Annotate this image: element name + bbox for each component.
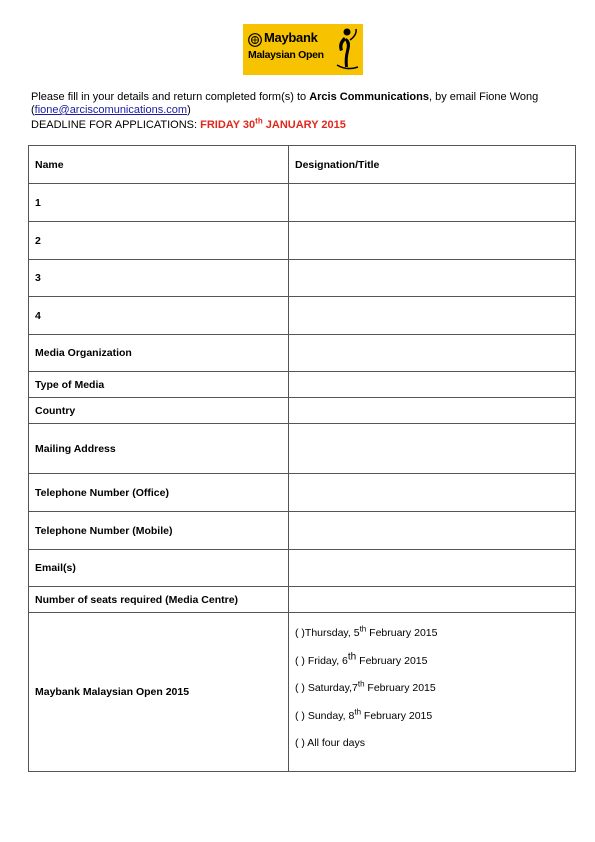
table-row bbox=[29, 372, 576, 398]
email-line bbox=[31, 104, 571, 117]
row-input-cell[interactable] bbox=[289, 297, 576, 335]
table-row bbox=[29, 474, 576, 512]
maybank-malaysian-open-logo bbox=[243, 24, 363, 75]
table-row bbox=[29, 297, 576, 335]
table-row bbox=[29, 550, 576, 587]
row-label: Telephone Number (Office) bbox=[29, 474, 289, 512]
row-label: Number of seats required (Media Centre) bbox=[29, 587, 289, 613]
deadline-ordinal: th bbox=[255, 116, 263, 126]
option-text: ( ) All four days bbox=[295, 737, 366, 749]
option-text: ( ) Friday, 6 bbox=[295, 654, 348, 667]
deadline-month-year: JANUARY 2015 bbox=[262, 119, 346, 131]
event-options bbox=[295, 613, 569, 771]
deadline-label: DEADLINE FOR APPLICATIONS: bbox=[31, 119, 201, 131]
row-label: 2 bbox=[29, 222, 289, 260]
row-label: Email(s) bbox=[29, 550, 289, 587]
row-label: Mailing Address bbox=[29, 424, 289, 474]
row-input-cell[interactable] bbox=[289, 184, 576, 222]
row-input-cell[interactable] bbox=[289, 260, 576, 297]
option-thursday[interactable] bbox=[295, 623, 569, 651]
instructions-line bbox=[31, 91, 571, 104]
deadline-day: FRIDAY 30 bbox=[200, 119, 256, 131]
row-input-cell[interactable] bbox=[289, 372, 576, 398]
table-row bbox=[29, 587, 576, 613]
option-friday[interactable] bbox=[295, 651, 569, 679]
table-row bbox=[29, 512, 576, 550]
row-input-cell[interactable] bbox=[289, 550, 576, 587]
table-row bbox=[29, 184, 576, 222]
row-label: 1 bbox=[29, 184, 289, 222]
maybank-tiger-emblem-icon bbox=[248, 33, 262, 47]
row-input-cell[interactable] bbox=[289, 587, 576, 613]
event-label: Maybank Malaysian Open 2015 bbox=[29, 613, 289, 772]
logo-line-1: Maybank bbox=[264, 30, 318, 45]
option-text-rest: February 2015 bbox=[364, 682, 436, 694]
option-ordinal: th bbox=[359, 624, 367, 634]
option-text: ( ) Sunday, 8 bbox=[295, 709, 355, 722]
row-label: 3 bbox=[29, 260, 289, 297]
row-input-cell[interactable] bbox=[289, 424, 576, 474]
option-ordinal: th bbox=[357, 679, 365, 689]
table-row bbox=[29, 260, 576, 297]
option-sunday[interactable] bbox=[295, 706, 569, 734]
registration-form-table bbox=[28, 145, 576, 772]
deadline-date bbox=[200, 116, 346, 131]
event-options-cell bbox=[289, 613, 576, 772]
instructions-text: Please fill in your details and return completed form(s) to bbox=[31, 91, 310, 103]
table-header-row bbox=[29, 146, 576, 184]
company-name: Arcis Communications bbox=[309, 91, 429, 103]
option-saturday[interactable] bbox=[295, 678, 569, 706]
option-all-four-days[interactable] bbox=[295, 733, 569, 761]
table-row bbox=[29, 335, 576, 372]
option-text-rest: February 2015 bbox=[361, 709, 433, 722]
row-input-cell[interactable] bbox=[289, 222, 576, 260]
option-ordinal: th bbox=[354, 707, 362, 716]
table-row bbox=[29, 222, 576, 260]
option-text-rest: February 2015 bbox=[366, 627, 438, 639]
logo-line-2: Malaysian Open bbox=[248, 49, 324, 61]
table-row bbox=[29, 424, 576, 474]
row-input-cell[interactable] bbox=[289, 474, 576, 512]
email-open-paren: ( bbox=[31, 104, 35, 116]
golfer-silhouette-icon bbox=[334, 27, 360, 73]
header-designation: Designation/Title bbox=[289, 146, 576, 184]
deadline-line bbox=[31, 116, 571, 132]
instructions-contact: , by email Fione Wong bbox=[429, 91, 539, 103]
row-label: Country bbox=[29, 398, 289, 424]
row-input-cell[interactable] bbox=[289, 512, 576, 550]
row-label: Telephone Number (Mobile) bbox=[29, 512, 289, 550]
row-label: 4 bbox=[29, 297, 289, 335]
option-text-rest: February 2015 bbox=[356, 654, 428, 667]
row-input-cell[interactable] bbox=[289, 335, 576, 372]
row-label: Media Organization bbox=[29, 335, 289, 372]
row-input-cell[interactable] bbox=[289, 398, 576, 424]
email-link[interactable]: fione@arciscomunications.com bbox=[34, 104, 188, 116]
header-name: Name bbox=[29, 146, 289, 184]
instructions bbox=[31, 91, 571, 132]
email-close-paren: ) bbox=[187, 104, 191, 116]
option-ordinal: th bbox=[347, 651, 357, 662]
event-dates-row bbox=[29, 613, 576, 772]
row-label: Type of Media bbox=[29, 372, 289, 398]
option-text: ( )Thursday, 5 bbox=[295, 627, 360, 639]
table-row bbox=[29, 398, 576, 424]
option-text: ( ) Saturday,7 bbox=[295, 682, 358, 694]
